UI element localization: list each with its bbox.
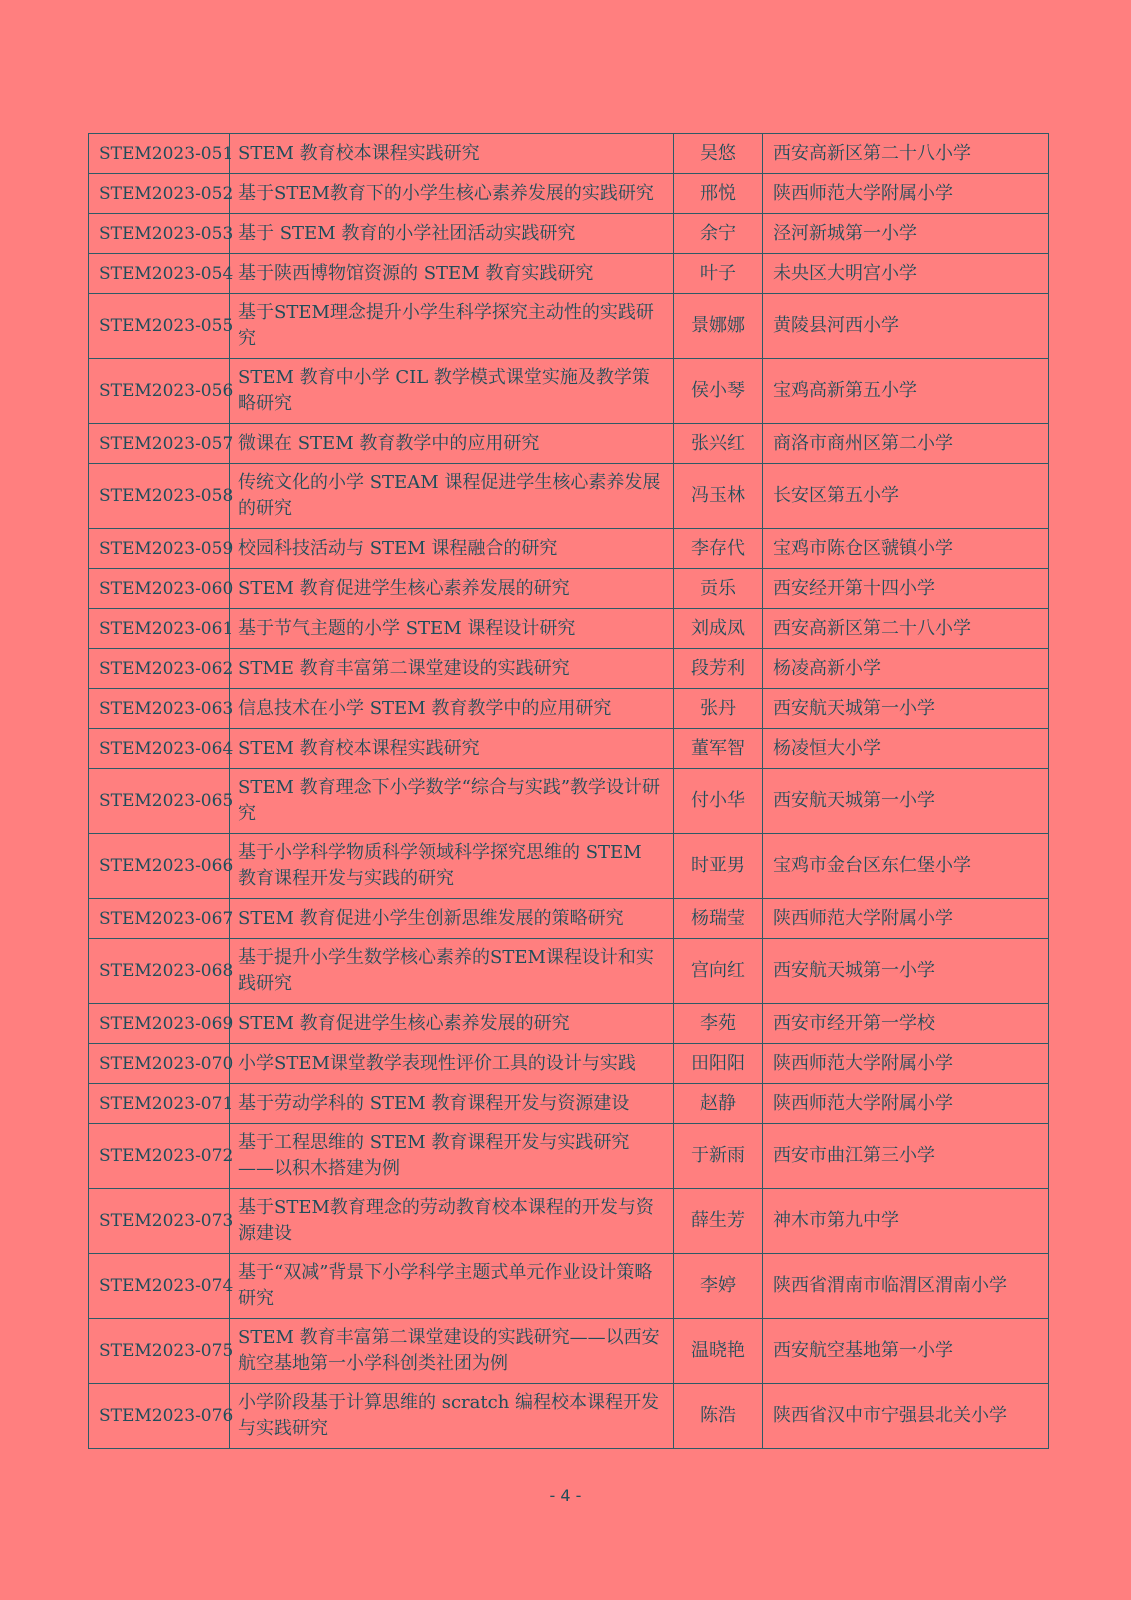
project-leader-cell: 景娜娜 xyxy=(674,294,763,359)
table-row xyxy=(89,569,1049,609)
project-id-cell: STEM2023-073 xyxy=(89,1189,230,1254)
table-row xyxy=(89,1044,1049,1084)
project-title-cell: 小学阶段基于计算思维的 scratch 编程校本课程开发与实践研究 xyxy=(230,1384,674,1449)
school-name-cell: 西安航天城第一小学 xyxy=(763,689,1049,729)
project-id-cell: STEM2023-056 xyxy=(89,359,230,424)
project-title-cell: STEM 教育促进小学生创新思维发展的策略研究 xyxy=(230,899,674,939)
table-row xyxy=(89,1254,1049,1319)
project-title-cell: 信息技术在小学 STEM 教育教学中的应用研究 xyxy=(230,689,674,729)
project-leader-cell: 薛生芳 xyxy=(674,1189,763,1254)
table-row xyxy=(89,729,1049,769)
table-row xyxy=(89,1084,1049,1124)
table-row xyxy=(89,609,1049,649)
table-row xyxy=(89,1004,1049,1044)
project-id-cell: STEM2023-067 xyxy=(89,899,230,939)
project-leader-cell: 陈浩 xyxy=(674,1384,763,1449)
project-title-cell: STEM 教育促进学生核心素养发展的研究 xyxy=(230,1004,674,1044)
project-id-cell: STEM2023-066 xyxy=(89,834,230,899)
projects-table-body xyxy=(89,134,1049,1449)
school-name-cell: 陕西师范大学附属小学 xyxy=(763,1044,1049,1084)
project-leader-cell: 付小华 xyxy=(674,769,763,834)
table-row xyxy=(89,689,1049,729)
project-id-cell: STEM2023-062 xyxy=(89,649,230,689)
school-name-cell: 未央区大明宫小学 xyxy=(763,254,1049,294)
table-row xyxy=(89,1189,1049,1254)
project-title-cell: 基于陕西博物馆资源的 STEM 教育实践研究 xyxy=(230,254,674,294)
project-id-cell: STEM2023-071 xyxy=(89,1084,230,1124)
school-name-cell: 商洛市商州区第二小学 xyxy=(763,424,1049,464)
school-name-cell: 陕西师范大学附属小学 xyxy=(763,174,1049,214)
table-row xyxy=(89,649,1049,689)
project-leader-cell: 叶子 xyxy=(674,254,763,294)
school-name-cell: 杨凌高新小学 xyxy=(763,649,1049,689)
school-name-cell: 宝鸡高新第五小学 xyxy=(763,359,1049,424)
school-name-cell: 宝鸡市陈仓区虢镇小学 xyxy=(763,529,1049,569)
school-name-cell: 陕西省汉中市宁强县北关小学 xyxy=(763,1384,1049,1449)
project-id-cell: STEM2023-076 xyxy=(89,1384,230,1449)
project-title-cell: 微课在 STEM 教育教学中的应用研究 xyxy=(230,424,674,464)
school-name-cell: 泾河新城第一小学 xyxy=(763,214,1049,254)
project-leader-cell: 董军智 xyxy=(674,729,763,769)
table-row xyxy=(89,939,1049,1004)
project-title-cell: 基于“双减”背景下小学科学主题式单元作业设计策略研究 xyxy=(230,1254,674,1319)
project-leader-cell: 刘成凤 xyxy=(674,609,763,649)
table-row xyxy=(89,1124,1049,1189)
table-row xyxy=(89,834,1049,899)
project-id-cell: STEM2023-061 xyxy=(89,609,230,649)
project-id-cell: STEM2023-065 xyxy=(89,769,230,834)
table-row xyxy=(89,359,1049,424)
project-id-cell: STEM2023-052 xyxy=(89,174,230,214)
school-name-cell: 西安市曲江第三小学 xyxy=(763,1124,1049,1189)
school-name-cell: 西安经开第十四小学 xyxy=(763,569,1049,609)
project-id-cell: STEM2023-053 xyxy=(89,214,230,254)
table-row xyxy=(89,1384,1049,1449)
project-id-cell: STEM2023-069 xyxy=(89,1004,230,1044)
table-row xyxy=(89,464,1049,529)
school-name-cell: 西安航天城第一小学 xyxy=(763,769,1049,834)
project-id-cell: STEM2023-057 xyxy=(89,424,230,464)
projects-table-container xyxy=(88,133,1048,1449)
project-id-cell: STEM2023-058 xyxy=(89,464,230,529)
project-leader-cell: 段芳利 xyxy=(674,649,763,689)
project-leader-cell: 吴悠 xyxy=(674,134,763,174)
page-number: - 4 - xyxy=(549,1486,582,1505)
project-title-cell: STEM 教育校本课程实践研究 xyxy=(230,729,674,769)
project-title-cell: STEM 教育丰富第二课堂建设的实践研究——以西安航空基地第一小学科创类社团为例 xyxy=(230,1319,674,1384)
project-leader-cell: 宫向红 xyxy=(674,939,763,1004)
project-leader-cell: 余宁 xyxy=(674,214,763,254)
table-row xyxy=(89,174,1049,214)
project-id-cell: STEM2023-060 xyxy=(89,569,230,609)
project-title-cell: STEM 教育中小学 CIL 教学模式课堂实施及教学策略研究 xyxy=(230,359,674,424)
project-id-cell: STEM2023-051 xyxy=(89,134,230,174)
school-name-cell: 长安区第五小学 xyxy=(763,464,1049,529)
table-row xyxy=(89,1319,1049,1384)
project-id-cell: STEM2023-072 xyxy=(89,1124,230,1189)
table-row xyxy=(89,214,1049,254)
project-leader-cell: 张丹 xyxy=(674,689,763,729)
project-leader-cell: 张兴红 xyxy=(674,424,763,464)
project-title-cell: 基于STEM理念提升小学生科学探究主动性的实践研究 xyxy=(230,294,674,359)
project-title-cell: 基于劳动学科的 STEM 教育课程开发与资源建设 xyxy=(230,1084,674,1124)
project-title-cell: 小学STEM课堂教学表现性评价工具的设计与实践 xyxy=(230,1044,674,1084)
school-name-cell: 杨凌恒大小学 xyxy=(763,729,1049,769)
project-leader-cell: 赵静 xyxy=(674,1084,763,1124)
school-name-cell: 西安航天城第一小学 xyxy=(763,939,1049,1004)
project-leader-cell: 于新雨 xyxy=(674,1124,763,1189)
project-id-cell: STEM2023-074 xyxy=(89,1254,230,1319)
project-id-cell: STEM2023-059 xyxy=(89,529,230,569)
school-name-cell: 西安高新区第二十八小学 xyxy=(763,134,1049,174)
table-row xyxy=(89,254,1049,294)
project-leader-cell: 李婷 xyxy=(674,1254,763,1319)
project-id-cell: STEM2023-063 xyxy=(89,689,230,729)
project-leader-cell: 杨瑞莹 xyxy=(674,899,763,939)
project-id-cell: STEM2023-070 xyxy=(89,1044,230,1084)
project-title-cell: 基于节气主题的小学 STEM 课程设计研究 xyxy=(230,609,674,649)
project-title-cell: STEM 教育促进学生核心素养发展的研究 xyxy=(230,569,674,609)
table-row xyxy=(89,899,1049,939)
project-title-cell: 基于提升小学生数学核心素养的STEM课程设计和实践研究 xyxy=(230,939,674,1004)
projects-table xyxy=(88,133,1049,1449)
project-leader-cell: 侯小琴 xyxy=(674,359,763,424)
project-id-cell: STEM2023-054 xyxy=(89,254,230,294)
project-id-cell: STEM2023-068 xyxy=(89,939,230,1004)
project-leader-cell: 田阳阳 xyxy=(674,1044,763,1084)
project-id-cell: STEM2023-064 xyxy=(89,729,230,769)
project-leader-cell: 时亚男 xyxy=(674,834,763,899)
school-name-cell: 宝鸡市金台区东仁堡小学 xyxy=(763,834,1049,899)
project-id-cell: STEM2023-075 xyxy=(89,1319,230,1384)
project-title-cell: 传统文化的小学 STEAM 课程促进学生核心素养发展的研究 xyxy=(230,464,674,529)
project-leader-cell: 李苑 xyxy=(674,1004,763,1044)
school-name-cell: 陕西省渭南市临渭区渭南小学 xyxy=(763,1254,1049,1319)
school-name-cell: 陕西师范大学附属小学 xyxy=(763,899,1049,939)
table-row xyxy=(89,134,1049,174)
table-row xyxy=(89,769,1049,834)
project-id-cell: STEM2023-055 xyxy=(89,294,230,359)
project-leader-cell: 温晓艳 xyxy=(674,1319,763,1384)
school-name-cell: 西安航空基地第一小学 xyxy=(763,1319,1049,1384)
school-name-cell: 西安市经开第一学校 xyxy=(763,1004,1049,1044)
table-row xyxy=(89,294,1049,359)
school-name-cell: 神木市第九中学 xyxy=(763,1189,1049,1254)
table-row xyxy=(89,424,1049,464)
project-title-cell: STME 教育丰富第二课堂建设的实践研究 xyxy=(230,649,674,689)
table-row xyxy=(89,529,1049,569)
school-name-cell: 西安高新区第二十八小学 xyxy=(763,609,1049,649)
project-leader-cell: 李存代 xyxy=(674,529,763,569)
project-title-cell: STEM 教育校本课程实践研究 xyxy=(230,134,674,174)
project-leader-cell: 贡乐 xyxy=(674,569,763,609)
school-name-cell: 陕西师范大学附属小学 xyxy=(763,1084,1049,1124)
school-name-cell: 黄陵县河西小学 xyxy=(763,294,1049,359)
project-title-cell: 基于STEM教育理念的劳动教育校本课程的开发与资源建设 xyxy=(230,1189,674,1254)
project-title-cell: 基于STEM教育下的小学生核心素养发展的实践研究 xyxy=(230,174,674,214)
project-title-cell: STEM 教育理念下小学数学“综合与实践”教学设计研究 xyxy=(230,769,674,834)
project-title-cell: 基于小学科学物质科学领域科学探究思维的 STEM 教育课程开发与实践的研究 xyxy=(230,834,674,899)
project-title-cell: 校园科技活动与 STEM 课程融合的研究 xyxy=(230,529,674,569)
project-leader-cell: 冯玉林 xyxy=(674,464,763,529)
project-title-cell: 基于工程思维的 STEM 教育课程开发与实践研究——以积木搭建为例 xyxy=(230,1124,674,1189)
project-title-cell: 基于 STEM 教育的小学社团活动实践研究 xyxy=(230,214,674,254)
project-leader-cell: 邢悦 xyxy=(674,174,763,214)
